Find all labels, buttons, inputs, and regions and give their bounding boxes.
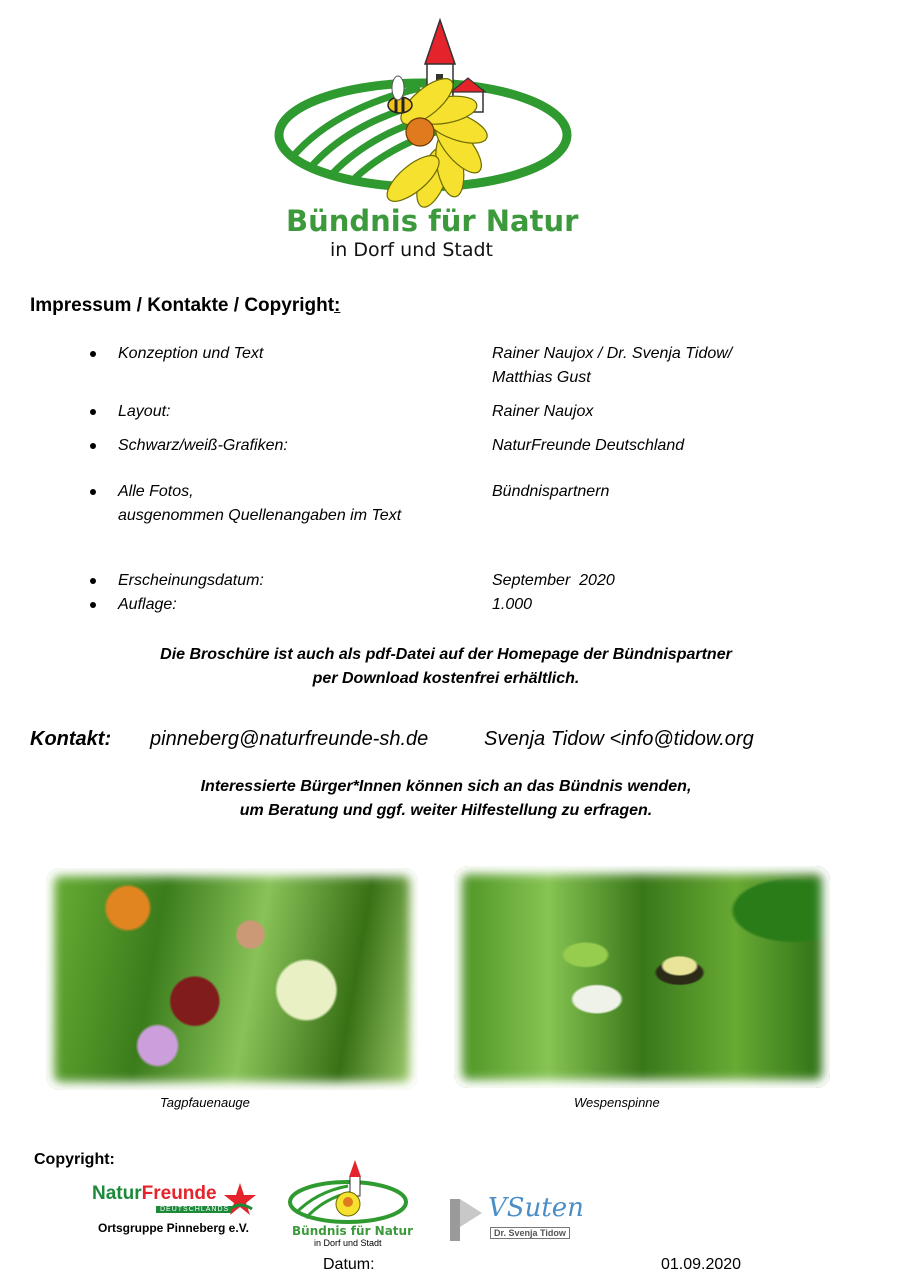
credit-value: NaturFreunde Deutschland: [492, 437, 685, 454]
bullet: [90, 578, 96, 584]
credit-label: Erscheinungsdatum:: [118, 572, 264, 589]
contact-label: Kontakt:: [30, 728, 112, 750]
photo-caption: Tagpfauenauge: [160, 1095, 250, 1110]
credit-label: Schwarz/weiß-Grafiken:: [118, 437, 288, 454]
tidow-initial: V: [488, 1193, 507, 1223]
page-title: [30, 295, 340, 317]
tidow-wordmark: [488, 1193, 584, 1223]
page-title-colon: :: [334, 295, 341, 316]
logo-subtitle: in Dorf und Stadt: [330, 239, 494, 261]
naturfreunde-logo: [92, 1183, 262, 1243]
bullet: [90, 351, 96, 357]
tidow-mark-icon: [450, 1193, 486, 1243]
logo-graphic: [270, 10, 580, 210]
mini-logo-subtitle: in Dorf und Stadt: [314, 1238, 382, 1248]
pdf-notice-line: per Download kostenfrei erhältlich.: [312, 670, 580, 687]
invite-line: um Beratung und ggf. weiter Hilfestellung zu erfragen.: [239, 802, 653, 819]
date-value: 01.09.2020: [661, 1256, 742, 1273]
contact-email-tidow[interactable]: Svenja Tidow <info@tidow.org: [484, 728, 754, 750]
bullet: [90, 489, 96, 495]
pdf-notice: [60, 643, 832, 691]
date-label: Datum:: [323, 1256, 375, 1273]
naturfreunde-word2: Freunde: [141, 1183, 217, 1204]
logo-title: Bündnis für Natur: [286, 204, 579, 238]
bullet: [90, 409, 96, 415]
tidow-word: Suten: [506, 1193, 584, 1223]
header-logo: [270, 10, 580, 265]
credit-label: Layout:: [118, 403, 171, 420]
photo-wasp-spider: [454, 866, 830, 1088]
credit-label: Konzeption und Text: [118, 345, 264, 362]
naturfreunde-group: Ortsgruppe Pinneberg e.V.: [98, 1221, 249, 1235]
photo-peacock-butterfly: [46, 868, 418, 1090]
credit-label: Alle Fotos,: [118, 483, 194, 500]
mini-logo-graphic: [286, 1158, 411, 1228]
naturfreunde-sub: DEUTSCHLANDS: [156, 1206, 233, 1213]
invite-line: Interessierte Bürger*Innen können sich an das Bündnis wenden,: [200, 778, 692, 795]
naturfreunde-wordmark: [92, 1183, 217, 1205]
naturfreunde-hands-icon: [222, 1181, 258, 1217]
pdf-notice-line: Die Broschüre ist auch als pdf-Datei auf der Homepage der Bündnispartner: [160, 646, 732, 663]
contact-email-naturfreunde[interactable]: pinneberg@naturfreunde-sh.de: [150, 728, 429, 750]
credit-value: Rainer Naujox: [492, 403, 594, 420]
photo-caption: Wespenspinne: [574, 1095, 660, 1110]
credit-value: Matthias Gust: [492, 369, 591, 386]
bullet: [90, 443, 96, 449]
invite-text: [60, 775, 832, 823]
bullet: [90, 602, 96, 608]
credit-label: Auflage:: [118, 596, 177, 613]
credit-value: Rainer Naujox / Dr. Svenja Tidow/: [492, 345, 733, 362]
mini-buendnis-logo: [286, 1158, 411, 1250]
tidow-name: Dr. Svenja Tidow: [490, 1227, 570, 1239]
credit-value: September 2020: [492, 572, 615, 589]
credit-label: ausgenommen Quellenangaben im Text: [118, 507, 402, 524]
mini-logo-title: Bündnis für Natur: [292, 1224, 413, 1238]
tidow-logo: [450, 1193, 590, 1245]
credit-value: Bündnispartnern: [492, 483, 610, 500]
copyright-label: Copyright:: [34, 1151, 115, 1168]
naturfreunde-word1: Natur: [92, 1183, 142, 1204]
page-title-text: Impressum / Kontakte / Copyright: [30, 295, 335, 316]
credit-value: 1.000: [492, 596, 533, 613]
